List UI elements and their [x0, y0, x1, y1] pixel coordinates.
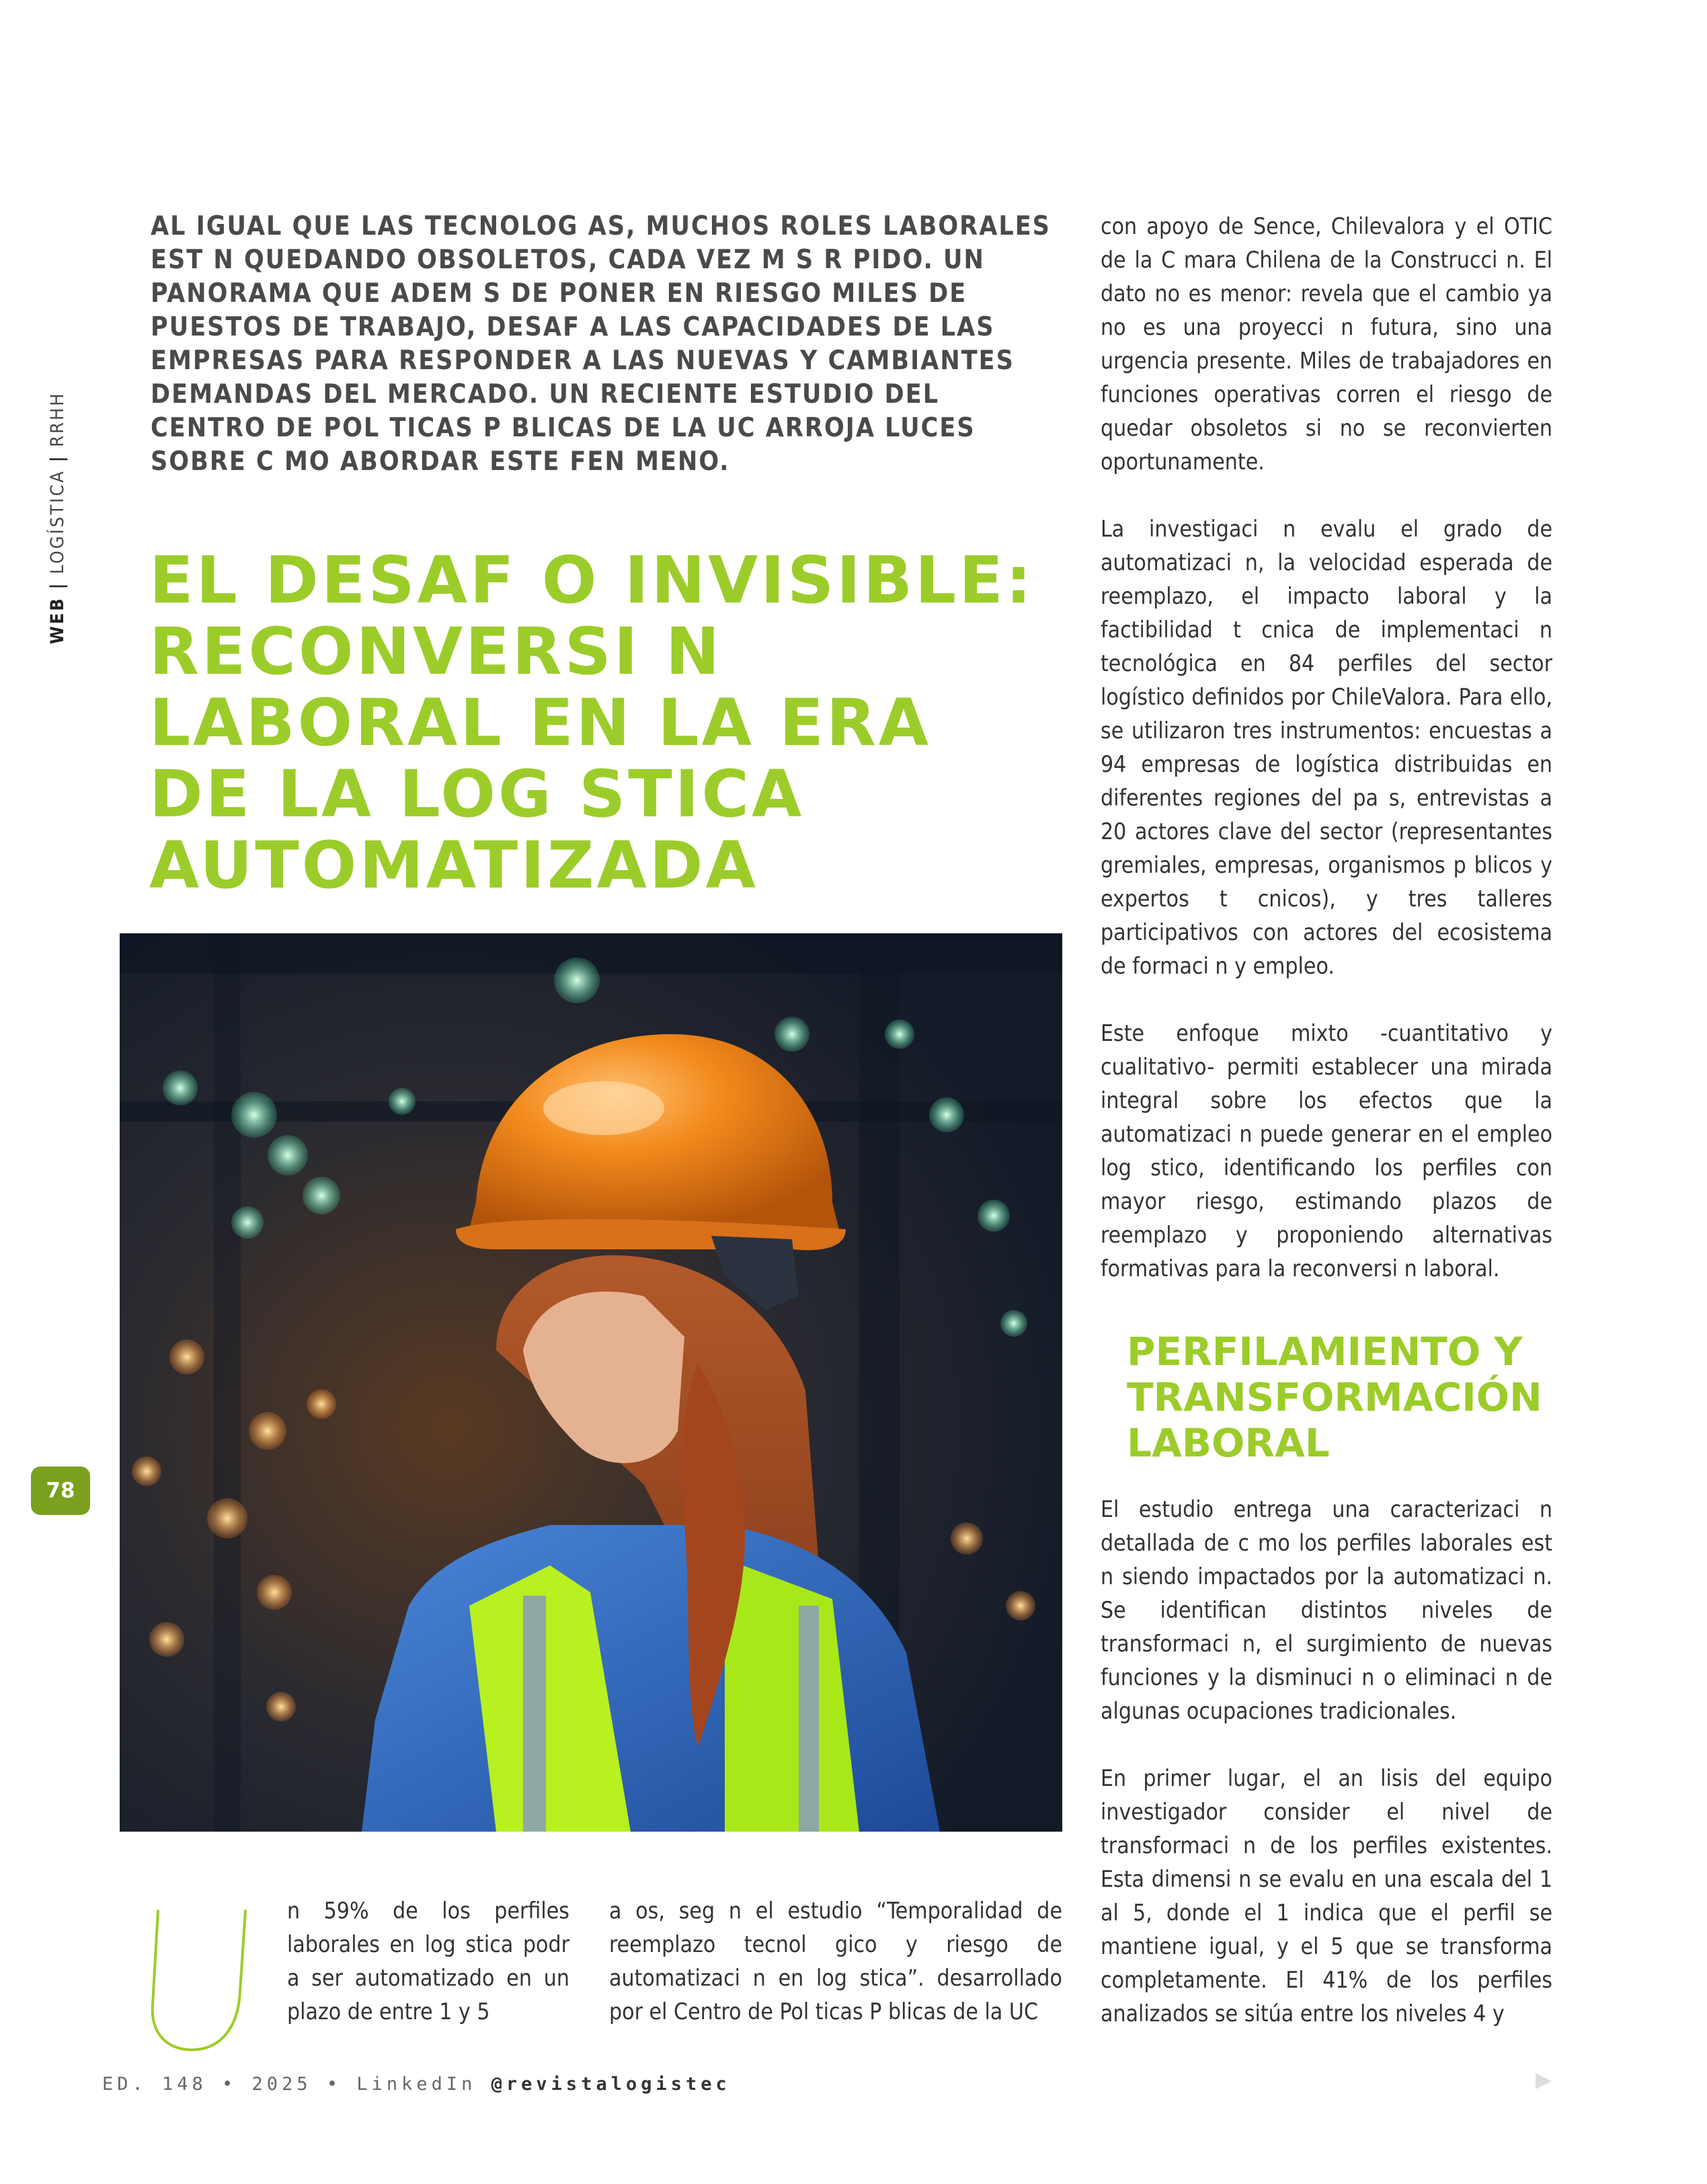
- section-label-logistica: LOGÍSTICA: [47, 469, 68, 574]
- section-subheading: PERFILAMIENTO Y TRANSFORMACIÓN LABORAL: [1127, 1329, 1542, 1466]
- hero-photo: [120, 933, 1062, 1832]
- article-headline: EL DESAF O INVISIBLE: RECONVERSI N LABORAL EN LA ERA DE LA LOG STICA AUTOMATIZADA: [149, 543, 1035, 903]
- section-label-web: WEB: [47, 596, 68, 644]
- footer-handle[interactable]: @revistalogistec: [491, 2074, 731, 2095]
- body-paragraph: con apoyo de Sence, Chilevalora y el OTIC de la C mara Chilena de la Construcci n. El dato no es menor: revela que el cambio ya no es una proyecci n futura, sino una urgencia presente. Miles de trabajadores en funciones operativas corren el riesgo de quedar obsoletos si no se reconvierten oportunamente.: [1101, 213, 1552, 475]
- body-paragraph: La investigaci n evalu el grado de automatizaci n, la velocidad esperada de reemplazo, el impacto laboral y la factibilidad t cnica de implementaci n tecnológica en 84 perfiles del sector logístico definidos por ChileValora. Para ello, se utilizaron tres instrumentos: encuestas a 94 empresas de logística distribuidas en diferentes regiones del pa s, entrevistas a 20 actores clave del sector (representantes gremiales, empresas, organismos p blicos y expertos t cnicos), y tres talleres participativos con actores del ecosistema de formaci n y empleo.: [1101, 516, 1552, 979]
- body-paragraph: El estudio entrega una caracterizaci n detallada de c mo los perfiles laborales est n siendo impactados por la automatizaci n. Se identifican distintos niveles de transformaci n, el surgimiento de nuevas funciones y la disminuci n o eliminaci n de algunas ocupaciones tradicionales.: [1101, 1496, 1552, 1724]
- body-paragraph: En primer lugar, el an lisis del equipo investigador consider el nivel de transformaci n de los perfiles existentes. Esta dimensi n se evalu en una escala del 1 al 5, donde el 1 indica que el perfil se mantiene igual, y el 5 que se transforma completamente. El 41% de los perfiles analizados se sitúa entre los niveles 4 y: [1101, 1765, 1552, 2027]
- body-column-2: [609, 1894, 1062, 2062]
- body-paragraph: Este enfoque mixto -cuantitativo y cualitativo- permiti establecer una mirada integral sobre los efectos que la automatizaci n puede generar en el empleo log stico, identificando los perfiles con mayor riesgo, estimando plazos de reemplazo y proponiendo alternativas formativas para la reconversi n laboral.: [1101, 1020, 1552, 1282]
- lead-paragraph: AL IGUAL QUE LAS TECNOLOG AS, MUCHOS ROLES LABORALES EST N QUEDANDO OBSOLETOS, CADA VEZ M S R PIDO. UN PANORAMA QUE ADEM S DE PONER EN RIESGO MILES DE PUESTOS DE TRABAJO, DESAF A LAS CAPACIDADES DE LAS EMPRESAS PARA RESPONDER A LAS NUEVAS Y CAMBIANTES DEMANDAS DEL MERCADO. UN RECIENTE ESTUDIO DEL CENTRO DE POL TICAS P BLICAS DE LA UC ARROJA LUCES SOBRE C MO ABORDAR ESTE FEN MENO.: [151, 211, 1051, 477]
- drop-cap-letter: [138, 1904, 259, 2059]
- body-paragraph: a os, seg n el estudio “Temporalidad de reemplazo tecnol gico y riesgo de automatizaci n en log stica”. desarrollado por el Centro de Pol ticas P blicas de la UC: [609, 1898, 1062, 2025]
- section-label-separator: |: [47, 581, 68, 590]
- footer-edition: ED. 148 • 2025 • LinkedIn: [102, 2074, 477, 2095]
- page-number-badge: 78: [31, 1467, 90, 1515]
- body-paragraph: n 59% de los perfiles laborales en log stica podr a ser automatizado en un plazo de entre 1 y 5: [287, 1898, 569, 2025]
- page-footer: [102, 2074, 731, 2095]
- section-label-separator-2: |: [47, 454, 68, 463]
- body-column-3-bottom: [1101, 1493, 1552, 2064]
- section-label: [47, 391, 74, 644]
- section-label-rrhh: RRHH: [47, 391, 68, 447]
- body-column-3-top: [1101, 210, 1552, 1319]
- next-page-arrow-icon[interactable]: [1534, 2071, 1554, 2091]
- body-column-1: [287, 1894, 569, 2062]
